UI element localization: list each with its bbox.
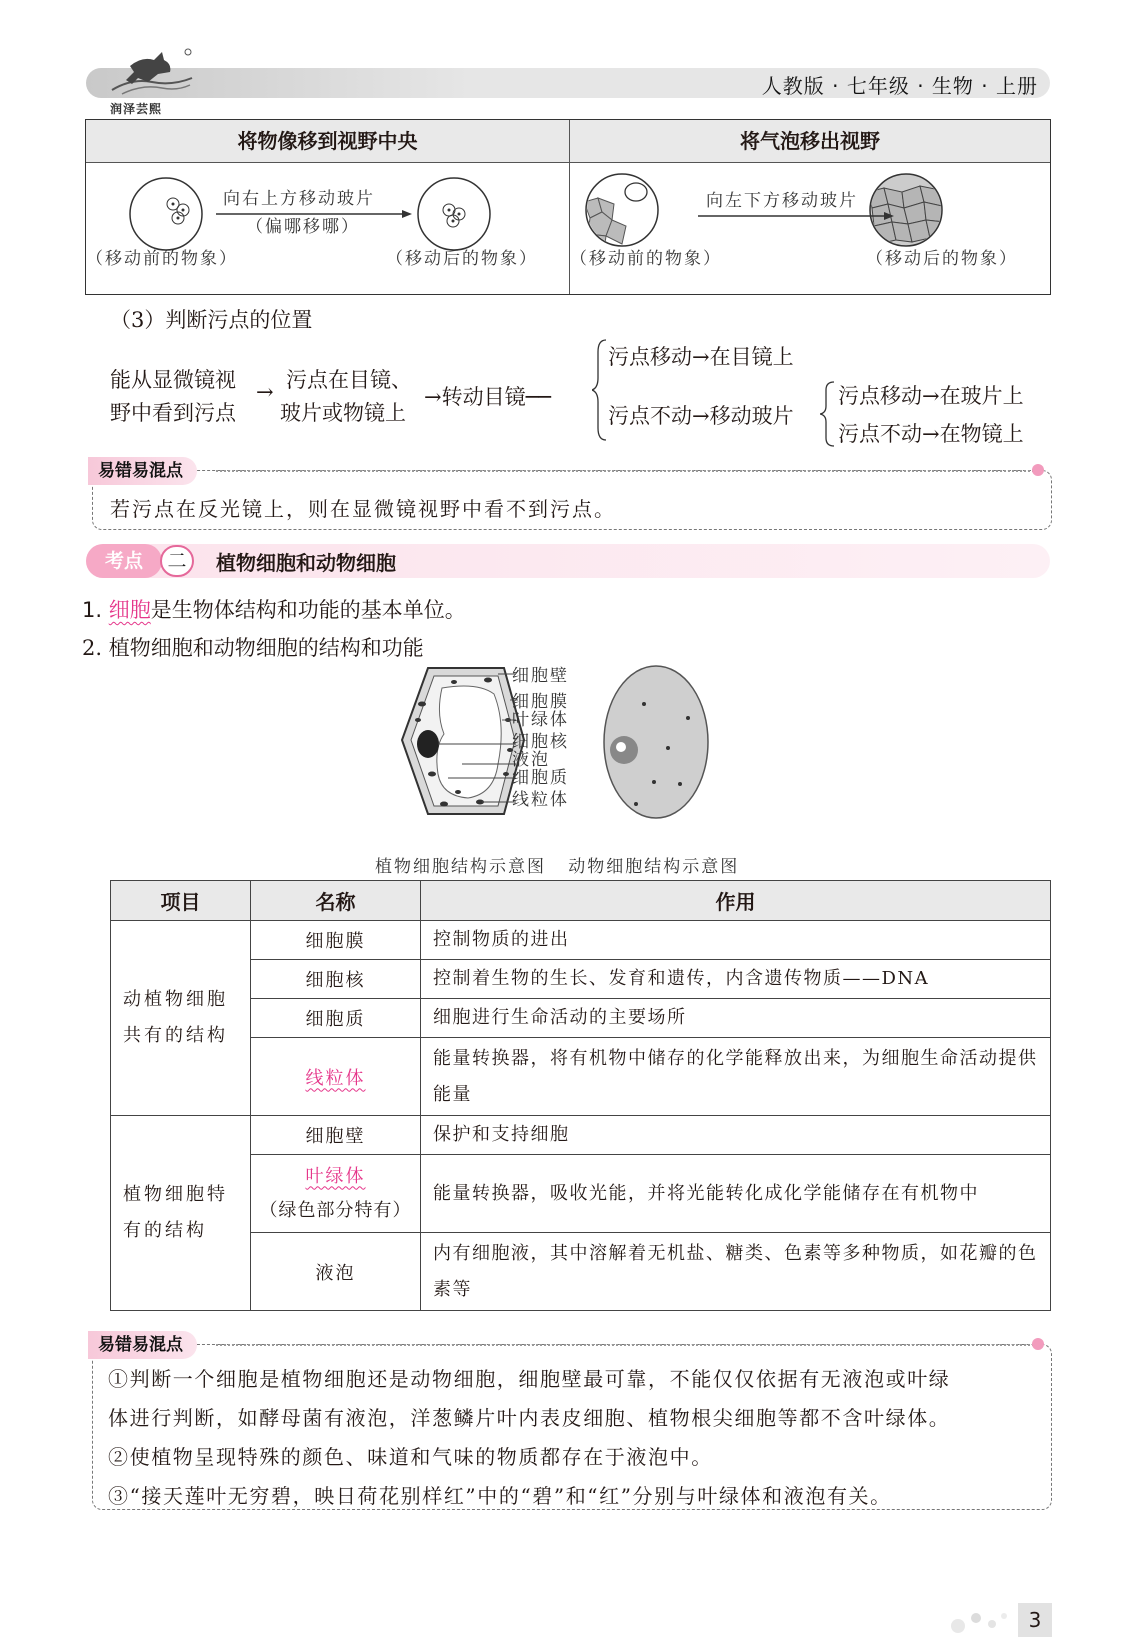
branch-still: 污点不动→移动玻片 bbox=[608, 404, 794, 428]
point-1: 1. 细胞是生物体结构和功能的基本单位。 bbox=[82, 598, 466, 622]
caption-before-move: （移动前的物象） bbox=[86, 249, 238, 269]
table-row: 动植物细胞共有的结构 细胞膜 控制物质的进出 bbox=[111, 921, 1051, 960]
cell-labels bbox=[512, 666, 569, 810]
pink-dot-icon bbox=[1032, 1338, 1044, 1350]
tip-tag-1: 易错易混点 bbox=[88, 457, 197, 485]
table-row: 细胞质 细胞进行生命活动的主要场所 bbox=[111, 999, 1051, 1038]
decorative-dots-icon bbox=[946, 1606, 1016, 1636]
caption-bubble-before: （移动前的物象） bbox=[570, 249, 722, 269]
arrow-label-lower-left: 向左下方移动玻片 bbox=[706, 191, 858, 211]
cell-structure-table bbox=[110, 880, 1051, 1311]
tip2-line3: ②使植物呈现特殊的颜色、味道和气味的物质都存在于液泡中。 bbox=[108, 1445, 713, 1469]
tip-tag-2: 易错易混点 bbox=[88, 1331, 197, 1359]
arrow-1: → bbox=[256, 380, 274, 404]
header-function: 作用 bbox=[421, 881, 1051, 921]
table-row: 叶绿体 （绿色部分特有） 能量转换器，吸收光能，并将光能转化成化学能储存在有机物中 bbox=[111, 1155, 1051, 1233]
right-arrow-icon bbox=[698, 210, 898, 222]
page-number: 3 bbox=[1018, 1603, 1052, 1637]
brace-icon bbox=[592, 338, 608, 442]
label-cytoplasm: 细胞质 bbox=[512, 768, 569, 788]
stain-heading: （3）判断污点的位置 bbox=[110, 308, 313, 332]
header-name: 名称 bbox=[251, 881, 421, 921]
book-title: 人教版 · 七年级 · 生物 · 上册 bbox=[761, 74, 1038, 98]
label-mitochondria: 线粒体 bbox=[512, 790, 569, 810]
brace-icon bbox=[820, 380, 836, 448]
microscope-move-table bbox=[85, 119, 1051, 295]
table-row: 细胞核 控制着生物的生长、发育和遗传，内含遗传物质——DNA bbox=[111, 960, 1051, 999]
bubble-before-circle bbox=[584, 172, 660, 248]
label-cell-membrane: 细胞膜 bbox=[512, 692, 569, 712]
before-view-circle bbox=[128, 176, 204, 252]
sub-moves: 污点移动→在玻片上 bbox=[838, 384, 1024, 408]
tip2-line4: ③“接天莲叶无穷碧，映日荷花别样红”中的“碧”和“红”分别与叶绿体和液泡有关。 bbox=[108, 1484, 892, 1508]
arrow-label-hint: （偏哪移哪） bbox=[246, 217, 360, 237]
label-cell-wall: 细胞壁 bbox=[512, 666, 569, 686]
table-header-remove-bubble: 将气泡移出视野 bbox=[570, 120, 1050, 163]
key-term-chloroplast: 叶绿体 bbox=[305, 1165, 366, 1187]
point-2: 2. 植物细胞和动物细胞的结构和功能 bbox=[82, 636, 424, 660]
table-header-center-object: 将物像移到视野中央 bbox=[86, 120, 569, 163]
table-row: 线粒体 能量转换器，将有机物中储存的化学能释放出来，为细胞生命活动提供能量 bbox=[111, 1038, 1051, 1116]
table-row: 植物细胞特有的结构 细胞壁 保护和支持细胞 bbox=[111, 1116, 1051, 1155]
logo-text: 润泽芸熙 bbox=[110, 102, 163, 116]
plant-nucleus bbox=[417, 730, 439, 758]
stain-mid-line1: 污点在目镜、 bbox=[286, 368, 412, 392]
pink-dot-icon bbox=[1032, 464, 1044, 476]
section-tag: 考点 bbox=[86, 544, 162, 578]
header-item: 项目 bbox=[111, 881, 251, 921]
tip1-text: 若污点在反光镜上，则在显微镜视野中看不到污点。 bbox=[110, 497, 616, 521]
figure-caption: 植物细胞结构示意图 动物细胞结构示意图 bbox=[375, 857, 740, 877]
stain-mid-line2: 玻片或物镜上 bbox=[280, 401, 406, 425]
tip2-line1: ①判断一个细胞是植物细胞还是动物细胞，细胞壁最可靠，不能仅仅依据有无液泡或叶绿 bbox=[108, 1367, 951, 1391]
group-plant-only: 植物细胞特有的结构 bbox=[111, 1116, 251, 1311]
caption-after-move: （移动后的物象） bbox=[386, 249, 538, 269]
label-chloroplast: 叶绿体 bbox=[512, 710, 569, 730]
plant-vacuole bbox=[437, 686, 501, 798]
key-term-cell: 细胞 bbox=[108, 598, 151, 622]
key-term-mitochondria: 线粒体 bbox=[305, 1067, 366, 1089]
branch-moves: 污点移动→在目镜上 bbox=[608, 345, 794, 369]
tip2-line2: 体进行判断，如酵母菌有液泡，洋葱鳞片叶内表皮细胞、植物根尖细胞等都不含叶绿体。 bbox=[108, 1406, 951, 1430]
sub-still: 污点不动→在物镜上 bbox=[838, 422, 1024, 446]
section-title: 植物细胞和动物细胞 bbox=[216, 551, 396, 575]
group-shared: 动植物细胞共有的结构 bbox=[111, 921, 251, 1116]
table-header-row bbox=[111, 881, 1051, 921]
after-view-circle bbox=[416, 176, 492, 252]
label-vacuole: 液泡 bbox=[512, 750, 550, 770]
section-number: 二 bbox=[160, 545, 194, 577]
label-nucleus: 细胞核 bbox=[512, 732, 569, 752]
stain-start-line1: 能从显微镜视 bbox=[110, 368, 236, 392]
stain-start-line2: 野中看到污点 bbox=[110, 401, 236, 425]
stain-turn-eyepiece: →转动目镜── bbox=[424, 385, 551, 409]
caption-bubble-after: （移动后的物象） bbox=[866, 249, 1018, 269]
table-row: 液泡 内有细胞液，其中溶解着无机盐、糖类、色素等多种物质，如花瓣的色素等 bbox=[111, 1233, 1051, 1311]
arrow-label-upper-right: 向右上方移动玻片 bbox=[223, 189, 375, 209]
